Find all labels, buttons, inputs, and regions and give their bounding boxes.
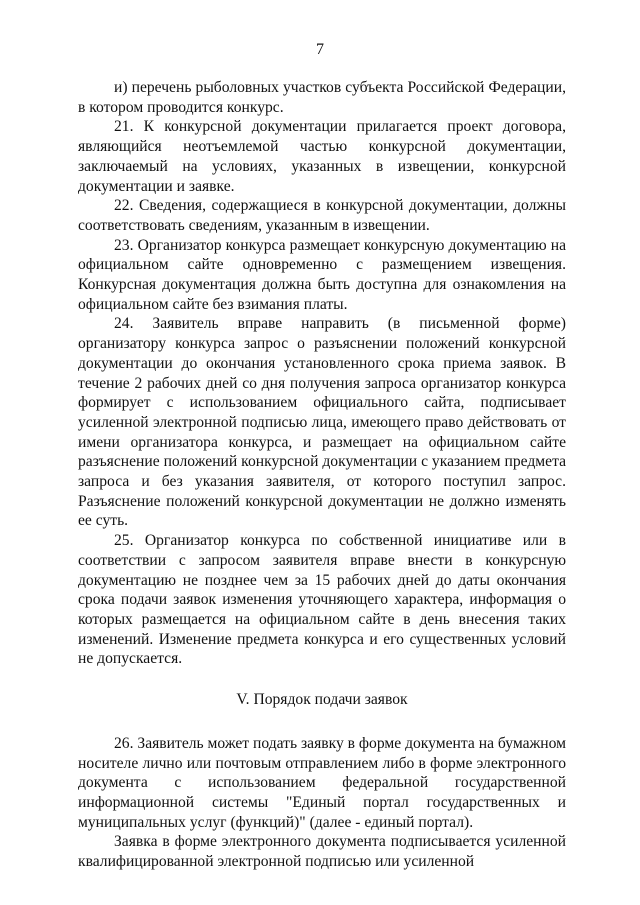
paragraph-26: 26. Заявитель может подать заявку в форме документа на бумажном носителе лично или почтовым отправлением либо в форме электронного документа с использованием федеральной государственной информационной системы "Единый портал государственных и муниципальных услуг (функций)" (далее - единый портал).: [78, 734, 566, 831]
document-body: [78, 78, 566, 872]
paragraph-item-i: и) перечень рыболовных участков субъекта Российской Федерации, в котором проводится конкурс.: [78, 79, 566, 116]
paragraph-24: 24. Заявитель вправе направить (в письменной форме) организатору конкурса запрос о разъяснении положений конкурсной документации до окончания установленного срока приема заявок. В течение 2 рабочих дней со дня получения запроса организатор конкурса формирует с использованием официального сайта, подписывает усиленной электронной подписью лица, имеющего право действовать от имени организатора конкурса, и размещает на официальном сайте разъяснение положений конкурсной документации с указанием предмета запроса и без указания заявителя, от которого поступил запрос. Разъяснение положений конкурсной документации не должно изменять ее суть.: [78, 315, 566, 530]
paragraph-25: 25. Организатор конкурса по собственной инициативе или в соответствии с запросом заявителя вправе внести в конкурсную документацию не позднее чем за 15 рабочих дней до даты окончания срока подачи заявок изменения уточняющего характера, информация о которых размещается на официальном сайте в день внесения таких изменений. Изменение предмета конкурса и его существенных условий не допускается.: [78, 532, 566, 668]
paragraph-26-continuation: Заявка в форме электронного документа подписывается усиленной квалифицированной электронной подписью или усиленной: [78, 833, 566, 871]
paragraph-23: 23. Организатор конкурса размещает конкурсную документацию на официальном сайте одновременно с размещением извещения. Конкурсная документация должна быть доступна для ознакомления на официальном сайте без взимания платы.: [78, 236, 566, 313]
section-heading: V. Порядок подачи заявок: [236, 691, 408, 709]
paragraph-22: 22. Сведения, содержащиеся в конкурсной документации, должны соответствовать сведениям, указанным в извещении.: [78, 197, 566, 234]
page-number: 7: [316, 41, 324, 58]
paragraph-21: 21. К конкурсной документации прилагается проект договора, являющийся неотъемлемой частью конкурсной документации, заключаемый на условиях, указанных в извещении, конкурсной документации и заявке.: [78, 118, 566, 195]
